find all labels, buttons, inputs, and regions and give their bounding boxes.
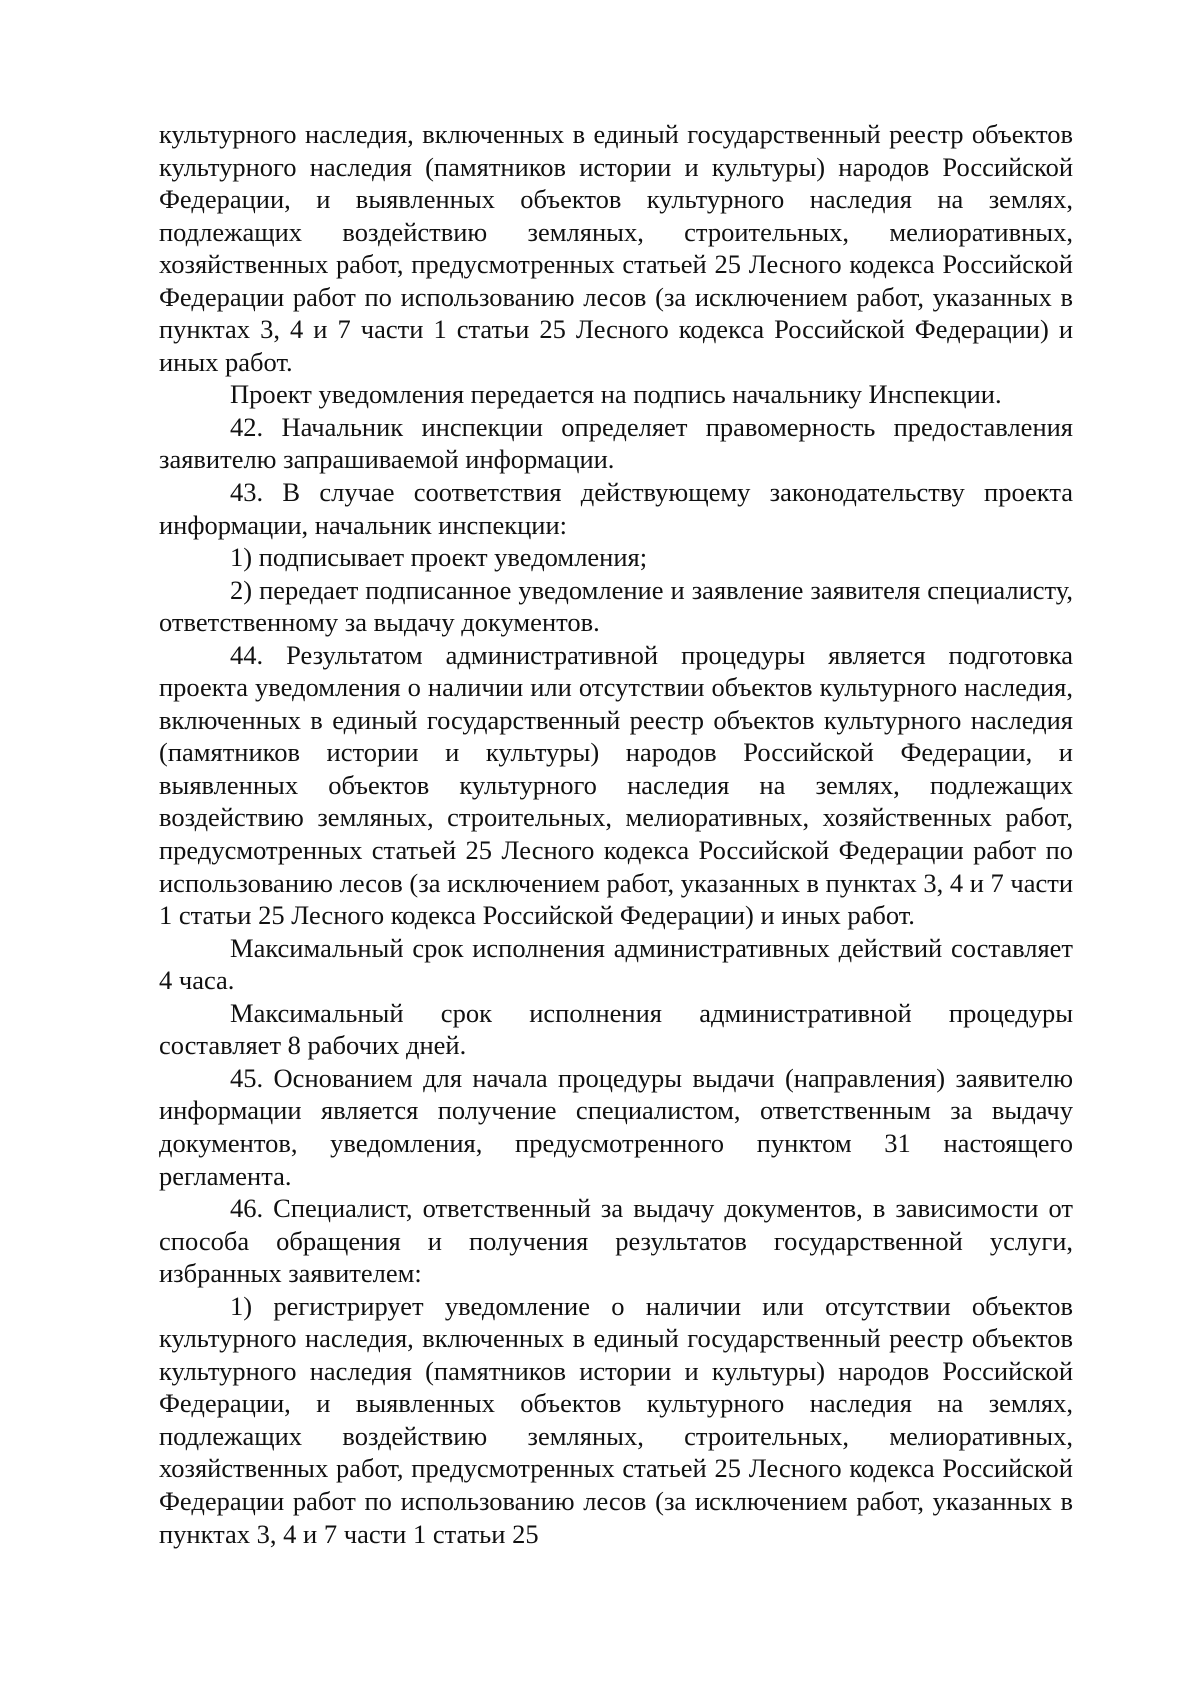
paragraph-46-item-1: 1) регистрирует уведомление о наличии или отсутствии объектов культурного наследия, включенных в единый государственный реестр объектов культурного наследия (памятников истории и культуры) народов Российской Федерации, и выявленных объектов культурного наследия на землях, подлежащих воздействию земляных, строительных, мелиоративных, хозяйственных работ, предусмотренных статьей 25 Лесного кодекса Российской Федерации работ по использованию лесов (за исключением работ, указанных в пунктах 3, 4 и 7 части 1 статьи 25 bbox=[159, 1290, 1073, 1549]
paragraph-42: 42. Начальник инспекции определяет правомерность предоставления заявителю запрашиваемой информации. bbox=[159, 411, 1073, 475]
paragraph-43-item-2: 2) передает подписанное уведомление и заявление заявителя специалисту, ответственному за выдачу документов. bbox=[159, 574, 1073, 638]
document-page bbox=[159, 118, 1073, 1550]
paragraph-46: 46. Специалист, ответственный за выдачу документов, в зависимости от способа обращения и получения результатов государственной услуги, избранных заявителем: bbox=[159, 1193, 1073, 1289]
paragraph-45: 45. Основанием для начала процедуры выдачи (направления) заявителю информации является получение специалистом, ответственным за выдачу документов, уведомления, предусмотренного пунктом 31 настоящего регламента. bbox=[159, 1062, 1073, 1191]
paragraph-43-item-1: 1) подписывает проект уведомления; bbox=[230, 542, 648, 573]
paragraph-44: 44. Результатом административной процедуры является подготовка проекта уведомления о наличии или отсутствии объектов культурного наследия, включенных в единый государственный реестр объектов культурного наследия (памятников истории и культуры) народов Российской Федерации, и выявленных объектов культурного наследия на землях, подлежащих воздействию земляных, строительных, мелиоративных, хозяйственных работ, предусмотренных статьей 25 Лесного кодекса Российской Федерации работ по использованию лесов (за исключением работ, указанных в пунктах 3, 4 и 7 части 1 статьи 25 Лесного кодекса Российской Федерации) и иных работ. bbox=[159, 639, 1074, 931]
paragraph-max-term-procedure: Максимальный срок исполнения административной процедуры составляет 8 рабочих дней. bbox=[159, 997, 1073, 1061]
paragraph-43: 43. В случае соответствия действующему законодательству проекта информации, начальник инспекции: bbox=[159, 477, 1073, 540]
paragraph-max-term-actions: Максимальный срок исполнения административных действий составляет 4 часа. bbox=[159, 932, 1073, 996]
paragraph-notice-signing: Проект уведомления передается на подпись начальнику Инспекции. bbox=[230, 379, 1002, 410]
paragraph-continuation: культурного наследия, включенных в единый государственный реестр объектов культурного наследия (памятников истории и культуры) народов Российской Федерации, и выявленных объектов культурного наследия на землях, подлежащих воздействию земляных, строительных, мелиоративных, хозяйственных работ, предусмотренных статьей 25 Лесного кодекса Российской Федерации работ по использованию лесов (за исключением работ, указанных в пунктах 3, 4 и 7 части 1 статьи 25 Лесного кодекса Российской Федерации) и иных работ. bbox=[159, 119, 1073, 377]
